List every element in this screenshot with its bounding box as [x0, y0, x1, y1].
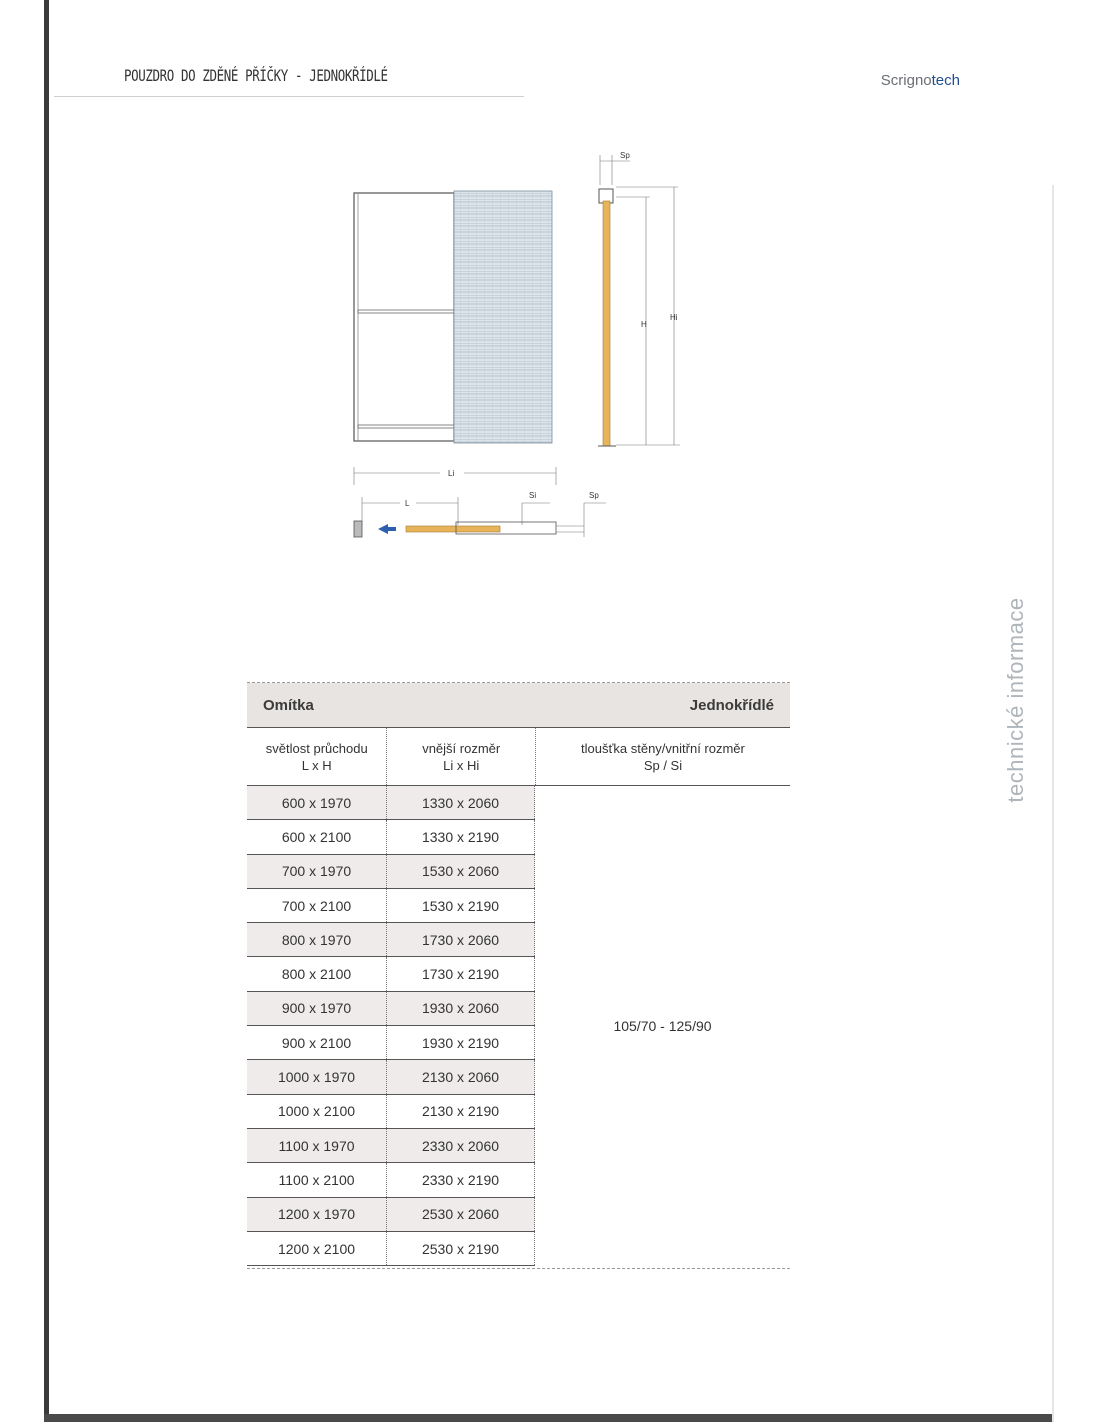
opening-size-cell: 1000 x 2100	[277, 1103, 356, 1120]
page-title: POUZDRO DO ZDĚNÉ PŘÍČKY - JEDNOKŘÍDLÉ	[124, 66, 388, 85]
header-divider	[54, 96, 524, 97]
column-header-outer: vnější rozměr Li x Hi	[386, 728, 535, 785]
outer-size-cell: 1330 x 2190	[386, 820, 535, 853]
opening-size-cell: 800 x 1970	[281, 931, 352, 948]
page-bottom-edge	[44, 1414, 1054, 1422]
technical-drawing	[340, 145, 700, 565]
page-margin	[0, 0, 48, 1422]
opening-size-cell: 1200 x 1970	[277, 1206, 356, 1223]
frame-elevation	[354, 193, 454, 441]
outer-size-cell: 2330 x 2060	[386, 1129, 535, 1162]
outer-size-cell: 2330 x 2190	[386, 1163, 535, 1196]
door-leaf-plan	[406, 526, 500, 532]
thickness-value: 105/70 - 125/90	[613, 1018, 712, 1035]
opening-size-cell: 900 x 2100	[281, 1034, 352, 1051]
table-row	[247, 957, 535, 991]
sp-bottom-label: Sp	[589, 491, 599, 500]
table-row	[247, 923, 535, 957]
opening-size-cell: 1100 x 2100	[278, 1171, 355, 1188]
table-bottom-rule	[247, 1268, 790, 1269]
outer-size-cell: 2130 x 2060	[386, 1060, 535, 1093]
table-row	[247, 1129, 535, 1163]
side-section	[598, 151, 680, 446]
brand-logo	[881, 72, 960, 89]
plan-section	[354, 467, 606, 537]
outer-size-cell: 1730 x 2060	[386, 923, 535, 956]
table-row	[247, 992, 535, 1026]
h-label: H	[641, 320, 647, 329]
outer-size-cell: 1930 x 2190	[386, 1026, 535, 1059]
finish-label: Omítka	[263, 696, 314, 714]
door-type-label: Jednokřídlé	[689, 696, 774, 714]
table-row	[247, 1026, 535, 1060]
table-row	[247, 820, 535, 854]
opening-size-cell: 800 x 2100	[281, 966, 352, 983]
hi-label: Hi	[670, 313, 678, 322]
outer-size-cell: 2530 x 2060	[386, 1198, 535, 1231]
column-headers	[247, 728, 790, 786]
table-row	[247, 889, 535, 923]
column-header-thickness: tloušťka stěny/vnitřní rozměr Sp / Si	[581, 740, 745, 773]
outer-size-cell: 2530 x 2190	[386, 1232, 535, 1265]
l-label: L	[405, 499, 410, 508]
table-row	[247, 1163, 535, 1197]
left-arrow-icon	[378, 524, 396, 534]
table-row	[247, 1095, 535, 1129]
door-leaf-section	[603, 201, 610, 446]
si-label: Si	[529, 491, 537, 500]
outer-size-cell: 1530 x 2190	[386, 889, 535, 922]
opening-size-cell: 1000 x 1970	[277, 1069, 356, 1086]
opening-size-cell: 900 x 1970	[281, 1000, 352, 1017]
section-side-label: technické informace	[1003, 597, 1028, 803]
table-rows	[247, 786, 535, 1266]
dimensions-table	[247, 682, 790, 1269]
brand-name-strong: tech	[931, 72, 960, 89]
opening-size-cell: 600 x 2100	[281, 828, 352, 845]
table-row	[247, 855, 535, 889]
opening-size-cell: 700 x 1970	[281, 863, 352, 880]
outer-size-cell: 1930 x 2060	[386, 992, 535, 1025]
outer-size-cell: 1730 x 2190	[386, 957, 535, 990]
sp-top-label: Sp	[620, 151, 630, 160]
table-body	[247, 786, 790, 1266]
mesh-panel	[454, 191, 552, 443]
page-right-edge	[1052, 185, 1054, 1422]
opening-size-cell: 600 x 1970	[281, 794, 352, 811]
outer-size-cell: 1530 x 2060	[386, 855, 535, 888]
outer-size-cell: 2130 x 2190	[386, 1095, 535, 1128]
opening-size-cell: 1200 x 2100	[277, 1240, 356, 1257]
table-row	[247, 1060, 535, 1094]
table-row	[247, 786, 535, 820]
opening-size-cell: 700 x 2100	[281, 897, 352, 914]
table-row	[247, 1232, 535, 1266]
table-header-band	[247, 683, 790, 728]
brand-name-light: Scrigno	[880, 72, 932, 89]
binding-edge	[44, 0, 49, 1422]
outer-size-cell: 1330 x 2060	[386, 786, 535, 819]
opening-size-cell: 1100 x 1970	[278, 1137, 355, 1154]
column-header-opening: světlost průchodu L x H	[265, 740, 368, 773]
li-label: Li	[448, 469, 455, 478]
table-row	[247, 1198, 535, 1232]
